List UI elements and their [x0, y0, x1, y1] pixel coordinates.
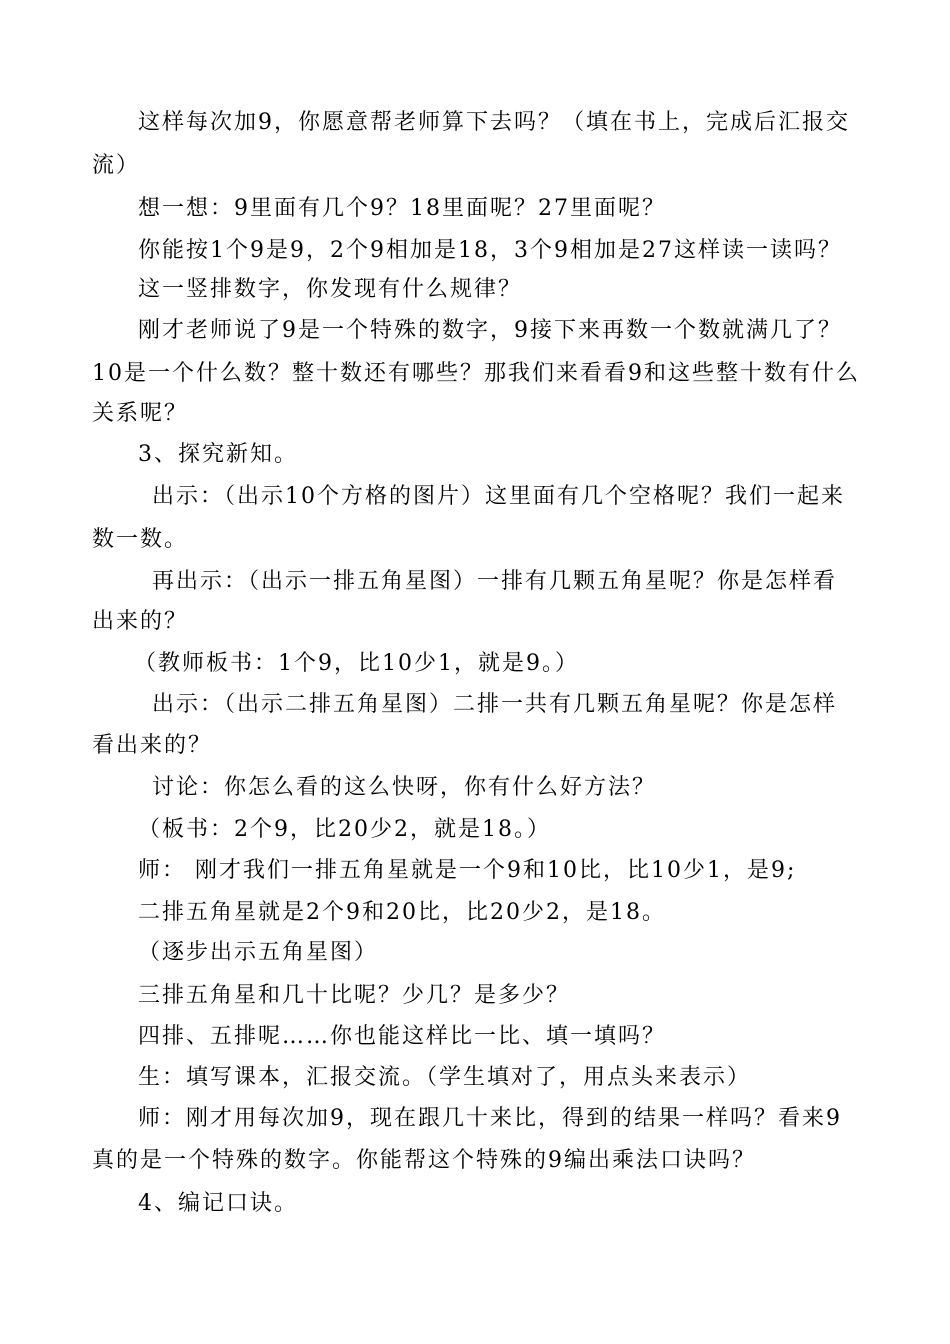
text-line: 流） — [92, 153, 141, 178]
text-line: 四排、五排呢……你也能这样比一比、填一填吗？ — [138, 1024, 667, 1049]
text-line: 出示：（出示10个方格的图片）这里面有几个空格呢？我们一起来 — [152, 484, 845, 509]
text-line: 你能按1个9是9，2个9相加是18，3个9相加是27这样读一读吗？ — [138, 238, 842, 263]
text-line: 师：刚才用每次加9，现在跟几十来比，得到的结果一样吗？看来9 — [138, 1106, 842, 1131]
text-line: 生：填写课本，汇报交流。（学生填对了，用点头来表示） — [138, 1065, 752, 1090]
text-line: 真的是一个特殊的数字。你能帮这个特殊的9编出乘法口诀吗？ — [92, 1148, 756, 1173]
text-line: 看出来的？ — [92, 733, 213, 758]
section-heading: 3、探究新知。 — [138, 442, 298, 467]
text-line: （板书：2个9，比20少2，就是18。） — [138, 817, 551, 842]
text-line: 再出示：（出示一排五角星图）一排有几颗五角星呢？你是怎样看 — [152, 569, 838, 594]
section-heading: 4、编记口诀。 — [138, 1191, 298, 1216]
text-line: 这样每次加9，你愿意帮老师算下去吗？（填在书上，完成后汇报交 — [138, 110, 850, 135]
text-line: 讨论：你怎么看的这么快呀，你有什么好方法？ — [152, 775, 657, 800]
text-line: 刚才老师说了9是一个特殊的数字，9接下来再数一个数就满几了？ — [138, 318, 842, 343]
text-line: 10是一个什么数？整十数还有哪些？那我们来看看9和这些整十数有什么 — [92, 361, 860, 386]
text-line: （教师板书：1个9，比10少1，就是9。） — [134, 651, 579, 676]
text-line: 数一数。 — [92, 527, 189, 552]
text-line: 出来的？ — [92, 609, 189, 634]
text-line: （逐步出示五角星图） — [138, 940, 379, 965]
text-line: 想一想：9里面有几个9？18里面呢？27里面呢？ — [138, 196, 666, 221]
text-line: 出示：（出示二排五角星图）二排一共有几颗五角星呢？你是怎样 — [152, 692, 838, 717]
text-line: 关系呢？ — [92, 401, 189, 426]
text-line: 这一竖排数字，你发现有什么规律？ — [138, 277, 523, 302]
text-line: 三排五角星和几十比呢？少几？是多少？ — [138, 983, 571, 1008]
text-line: 师： 刚才我们一排五角星就是一个9和10比，比10少1，是9; — [138, 858, 797, 883]
text-line: 二排五角星就是2个9和20比，比20少2，是18。 — [138, 900, 666, 925]
